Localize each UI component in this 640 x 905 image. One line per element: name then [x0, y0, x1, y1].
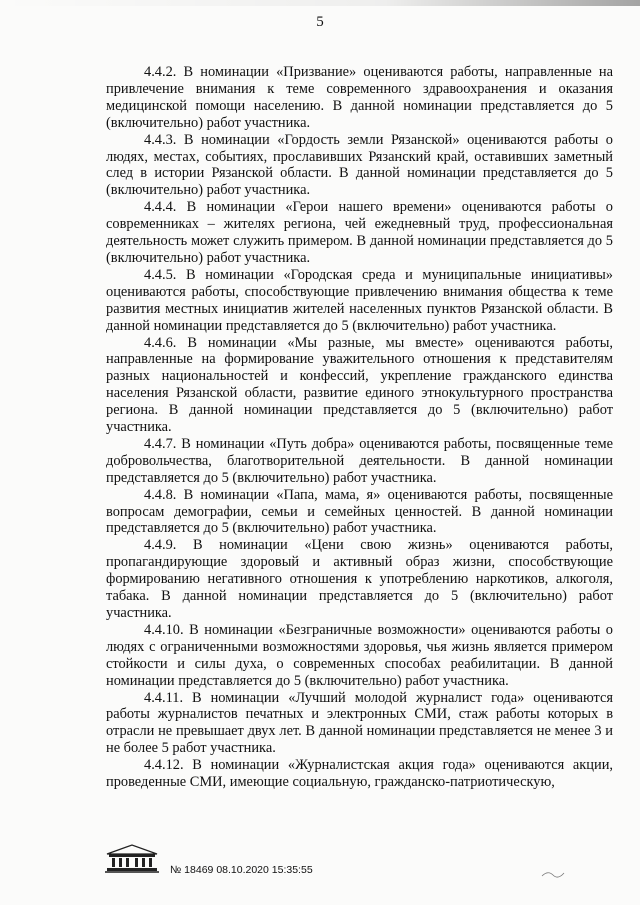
- paragraph-4-4-8: 4.4.8. В номинации «Папа, мама, я» оцениваются работы, посвященные вопросам демографии, семьи и семейных ценностей. В данной номинации представляется до 5 (включительно) работ участника.: [106, 486, 613, 537]
- scan-top-edge: [0, 0, 640, 6]
- paragraph-4-4-4: 4.4.4. В номинации «Герои нашего времени» оцениваются работы о современниках – жителях региона, чей ежедневный труд, профессиональная деятельность может служить примером. В данной номинации представляется до 5 (включительно) работ участника.: [106, 199, 613, 266]
- paragraph-4-4-3: 4.4.3. В номинации «Гордость земли Рязанской» оцениваются работы о людях, местах, событиях, прославивших Рязанский край, оставивших заметный след в истории Рязанской области. В данной номинации представляется до 5 (включительно) работ участника.: [106, 131, 613, 199]
- document-number: № 18469: [170, 864, 214, 876]
- document-body: [106, 64, 613, 791]
- paragraph-4-4-7: 4.4.7. В номинации «Путь добра» оцениваются работы, посвященные теме добровольчества, благотворительной деятельности. В данной номинации представляется до 5 (включительно) работ участника.: [106, 435, 613, 486]
- paragraph-4-4-6: 4.4.6. В номинации «Мы разные, мы вместе» оцениваются работы, направленные на формирование уважительного отношения к представителям разных национальностей и конфессий, укрепление гражданского единства населения Рязанской области, развитие единого этнокультурного пространства региона. В данной номинации представляется до 5 (включительно) работ участника.: [106, 334, 613, 436]
- paragraph-4-4-9: 4.4.9. В номинации «Цени свою жизнь» оцениваются работы, пропагандирующие здоровый и активный образ жизни, способствующие формированию негативного отношения к употреблению наркотиков, алкоголя, табака. В данной номинации представляется до 5 (включительно) работ участника.: [106, 537, 613, 621]
- building-logo-icon: [103, 842, 161, 874]
- paragraph-4-4-2: 4.4.2. В номинации «Призвание» оцениваются работы, направленные на привлечение внимания к теме современного здравоохранения и оказания медицинской помощи населению. В данной номинации представляется до 5 (включительно) работ участника.: [106, 64, 613, 131]
- paragraph-4-4-5: 4.4.5. В номинации «Городская среда и муниципальные инициативы» оцениваются работы, способствующие привлечению внимания общества к теме развития местных инициатив жителей населенных пунктов Рязанской области. В данной номинации представляется до 5 (включительно) работ участника.: [106, 266, 613, 334]
- page-number: 5: [316, 14, 324, 30]
- scan-mark-icon: [540, 868, 566, 880]
- registration-datetime: 08.10.2020 15:35:55: [216, 864, 313, 876]
- paragraph-4-4-11: 4.4.11. В номинации «Лучший молодой журналист года» оцениваются работы журналистов печатных и электронных СМИ, стаж работы которых в отрасли не превышает двух лет. В данной номинации представляется не менее 3 и не более 5 работ участника.: [106, 689, 613, 757]
- registration-stamp: [170, 864, 313, 876]
- paragraph-4-4-12: 4.4.12. В номинации «Журналистская акция года» оцениваются акции, проведенные СМИ, имеющие социальную, гражданско-патриотическую,: [106, 757, 613, 791]
- paragraph-4-4-10: 4.4.10. В номинации «Безграничные возможности» оцениваются работы о людях с ограниченными возможностями здоровья, чья жизнь является примером стойкости и силы духа, о современных способах реабилитации. В данной номинации представляется до 5 (включительно) работ участника.: [106, 621, 613, 689]
